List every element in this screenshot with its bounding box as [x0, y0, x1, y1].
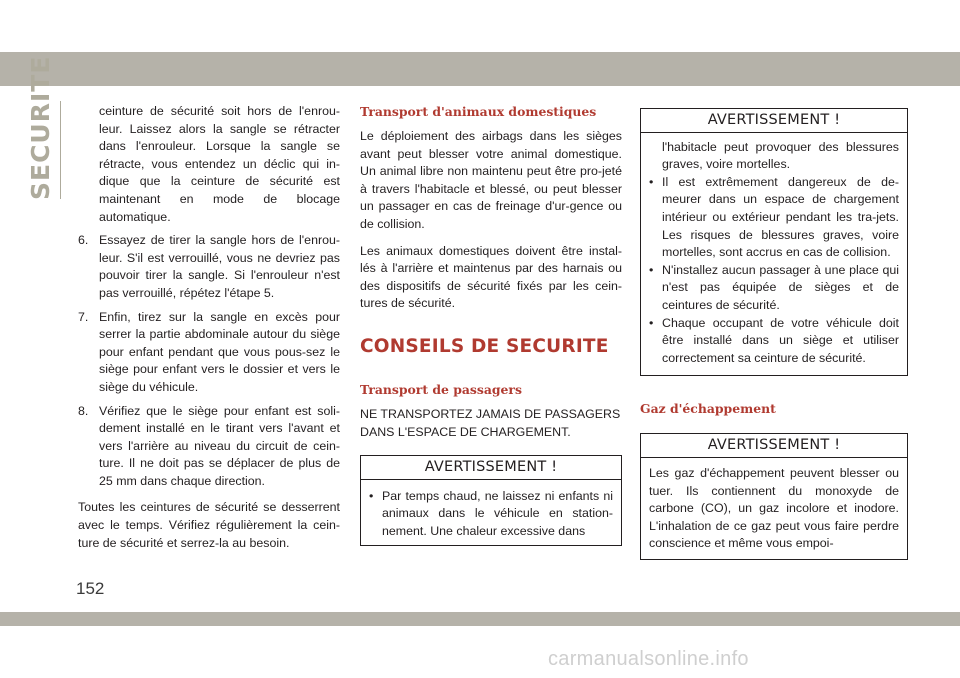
bullet-icon: •: [369, 488, 374, 503]
page-number: 152: [76, 579, 105, 598]
numbered-step-8: [78, 403, 340, 491]
step-number: 8.: [78, 403, 89, 418]
warning-bullet: [649, 262, 899, 315]
warning-bullet: [649, 315, 899, 368]
step-text: Vérifiez que le siège pour enfant est soli-dement installé en le tirant vers l'avant et vers l'arrière au niveau du circuit de cein-ture. Il ne doit pas se déplacer de plus de 25 mm dans chaque direction.: [99, 403, 340, 488]
bullet-icon: •: [649, 174, 654, 189]
main-heading-safety-tips: CONSEILS DE SECURITE: [360, 335, 609, 357]
step-number: 7.: [78, 309, 89, 324]
step-number: 6.: [78, 233, 89, 248]
bullet-icon: •: [649, 315, 654, 330]
watermark-text: carmanualsonline.info: [548, 648, 749, 670]
column-right: [640, 103, 908, 560]
section-side-rule: [60, 101, 61, 199]
footer-band: [0, 612, 960, 626]
pets-paragraph-2: Les animaux domestiques doivent être instal-lés à l'arrière et maintenus par des harnais ou des dispositifs de sécurité fixés par les cein-tures de sécurité.: [360, 243, 622, 311]
pets-paragraph-1: Le déploiement des airbags dans les sièges avant peut blesser votre animal domestique. Un animal libre non maintenu peut être pro-jeté à travers l'habitacle et blessé, ou peut blesser un passager en cas de freinage d'ur-gence ou de collision.: [360, 129, 622, 231]
passengers-paragraph: NE TRANSPORTEZ JAMAIS DE PASSAGERS DANS L'ESPACE DE CHARGEMENT.: [360, 406, 621, 439]
header-band: [0, 52, 960, 86]
warning-title: AVERTISSEMENT !: [641, 109, 907, 133]
heading-pets: Transport d'animaux domestiques: [360, 104, 597, 119]
closing-paragraph: Toutes les ceintures de sécurité se desserrent avec le temps. Vérifiez régulièrement la cein-ture de sécurité et serrez-la au besoin.: [78, 500, 340, 550]
warning-box-heat: [360, 455, 622, 545]
bullet-icon: •: [649, 262, 654, 277]
warning-bullet-text: N'installez aucun passager à une place qui n'est pas équipée de sièges et de ceintures de sécurité.: [662, 262, 899, 312]
warning-text: Les gaz d'échappement peuvent blesser ou tuer. Ils contiennent du monoxyde de carbone (CO), un gaz incolore et inodore. L'inhalation de ce gaz peut vous faire perdre conscience et même vous empoi-: [649, 465, 899, 551]
warning-box-cargo: [640, 108, 908, 376]
warning-box-exhaust: [640, 433, 908, 560]
warning-bullet: [369, 488, 613, 541]
step-text: Essayez de tirer la sangle hors de l'enrou-leur. S'il est verrouillé, vous ne devriez pas pouvoir tirer la sangle. Si l'enrouleur n'est pas verrouillé, répétez l'étape 5.: [99, 233, 340, 300]
column-middle: [360, 103, 622, 546]
warning-bullet-text: Par temps chaud, ne laissez ni enfants ni animaux dans le véhicule en station-nement. Une chaleur excessive dans: [382, 488, 613, 538]
warning-bullet: [649, 174, 899, 262]
warning-title: AVERTISSEMENT !: [641, 434, 907, 458]
heading-passengers: Transport de passagers: [360, 381, 522, 397]
numbered-step-6: [78, 232, 340, 302]
column-left: [78, 103, 340, 552]
warning-bullet-text: Il est extrêmement dangereux de de-meurer dans un espace de chargement intérieur ou extérieur pendant les tra-jets. Les risques de blessures graves, voire mortelles, sont accrus en cas de collision.: [662, 174, 899, 260]
warning-bullet-text: Chaque occupant de votre véhicule doit être installé dans un siège et utiliser correctement sa ceinture de sécurité.: [662, 315, 899, 365]
section-side-title: SECURITE: [26, 55, 55, 200]
warning-title: AVERTISSEMENT !: [361, 456, 621, 480]
warning-continued-text: l'habitacle peut provoquer des blessures graves, voire mortelles.: [662, 139, 899, 172]
continued-paragraph: ceinture de sécurité soit hors de l'enrou-leur. Laissez alors la sangle se rétracter dans l'enrouleur. Lorsque la sangle se rétracte, vous entendez un déclic qui in-dique que la ceinture de sécurité est maintenant en mode de blocage automatique.: [99, 104, 340, 224]
numbered-step-7: [78, 309, 340, 397]
heading-exhaust: Gaz d'échappement: [640, 401, 776, 417]
step-text: Enfin, tirez sur la sangle en excès pour serrer la partie abdominale autour du siège pour enfant pendant que vous pous-sez le siège pour enfant vers le dossier et vers le siège du véhicule.: [99, 309, 340, 394]
